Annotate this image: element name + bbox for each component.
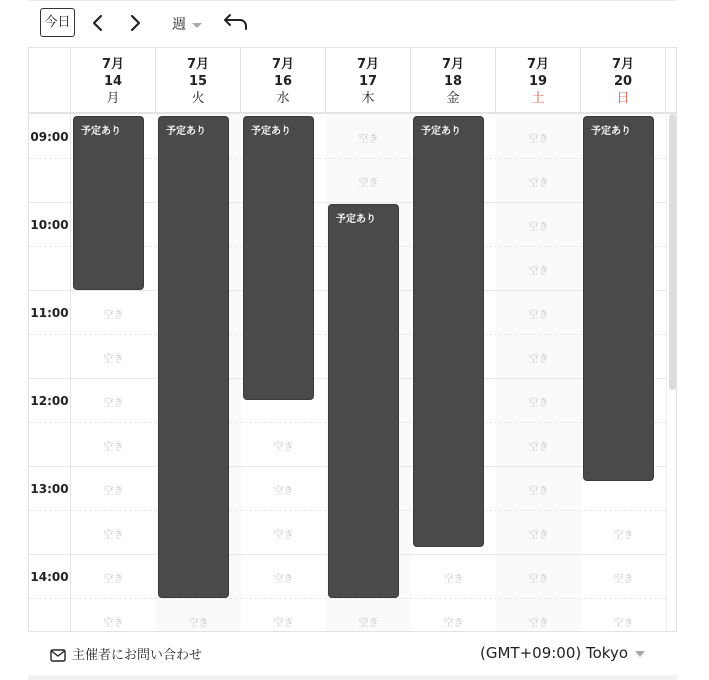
free-slot[interactable]: 空き: [358, 178, 379, 189]
chevron-left-icon: [94, 16, 101, 30]
day-header-weekday: 土: [531, 91, 545, 106]
free-slot[interactable]: 空き: [528, 398, 549, 409]
scrollbar[interactable]: [668, 114, 677, 632]
free-slot[interactable]: 空き: [103, 618, 124, 629]
day-header-month: 7月: [611, 57, 635, 72]
undo-icon: [225, 15, 246, 29]
free-slot[interactable]: 空き: [528, 354, 549, 365]
free-slot[interactable]: 空き: [273, 618, 294, 629]
time-label: 09:00: [30, 130, 69, 144]
day-header-date: 15: [188, 74, 208, 89]
chevron-down-icon: [192, 23, 202, 28]
busy-block: 予定あり: [73, 116, 144, 290]
free-slot[interactable]: 空き: [613, 530, 634, 541]
day-header: [496, 48, 581, 112]
free-slot[interactable]: 空き: [613, 618, 634, 629]
view-select[interactable]: [172, 14, 202, 34]
free-slot[interactable]: 空き: [528, 266, 549, 277]
week-calendar: [28, 47, 677, 632]
chevron-down-icon: [635, 651, 645, 657]
busy-block: 予定あり: [243, 116, 314, 400]
chevron-right-icon: [132, 16, 139, 30]
day-header-weekday: 金: [446, 91, 460, 106]
free-slot[interactable]: 空き: [528, 310, 549, 321]
free-slot[interactable]: 空き: [528, 618, 549, 629]
free-slot[interactable]: 空き: [103, 530, 124, 541]
day-header: [411, 48, 496, 112]
day-header-date: 20: [613, 74, 633, 89]
contact-organizer-label: 主催者にお問い合わせ: [72, 648, 203, 663]
time-label: 12:00: [30, 394, 69, 408]
today-button[interactable]: 今日: [40, 8, 75, 37]
free-slot[interactable]: 空き: [273, 574, 294, 585]
free-slot[interactable]: 空き: [528, 486, 549, 497]
contact-organizer-link[interactable]: [50, 644, 202, 664]
free-slot[interactable]: 空き: [103, 486, 124, 497]
day-header: [241, 48, 326, 112]
free-slot[interactable]: 空き: [613, 574, 634, 585]
day-header-date: 18: [443, 74, 463, 89]
free-slot[interactable]: 空き: [103, 442, 124, 453]
day-header-month: 7月: [186, 57, 210, 72]
day-header-weekday: 木: [361, 91, 375, 106]
free-slot[interactable]: 空き: [103, 354, 124, 365]
free-slot[interactable]: 空き: [103, 310, 124, 321]
time-label: 10:00: [30, 218, 69, 232]
time-label: 13:00: [30, 482, 69, 496]
day-header-month: 7月: [271, 57, 295, 72]
timezone-label: (GMT+09:00) Tokyo: [480, 644, 628, 662]
day-header-weekday: 火: [191, 91, 205, 106]
free-slot[interactable]: 空き: [528, 530, 549, 541]
day-header-date: 14: [103, 74, 123, 89]
prev-week-button[interactable]: [86, 9, 110, 37]
scrollbar-thumb[interactable]: [669, 114, 676, 390]
calendar-body: [29, 114, 667, 632]
view-select-label: 週: [172, 17, 186, 33]
grid-line: [29, 598, 667, 599]
day-header-weekday: 月: [106, 91, 120, 106]
calendar-header: [29, 48, 676, 114]
free-slot[interactable]: 空き: [528, 574, 549, 585]
bottom-bar: [28, 675, 677, 680]
day-header: [326, 48, 411, 112]
free-slot[interactable]: 空き: [273, 486, 294, 497]
time-label: 14:00: [30, 570, 69, 584]
timezone-select[interactable]: [480, 644, 645, 664]
free-slot[interactable]: 空き: [443, 618, 464, 629]
free-slot[interactable]: 空き: [528, 442, 549, 453]
day-header-weekday: 水: [276, 91, 290, 106]
day-header-date: 19: [528, 74, 548, 89]
busy-block: 予定あり: [413, 116, 484, 547]
free-slot[interactable]: 空き: [528, 222, 549, 233]
free-slot[interactable]: 空き: [273, 442, 294, 453]
next-week-button[interactable]: [124, 9, 148, 37]
free-slot[interactable]: 空き: [273, 530, 294, 541]
day-header-weekday: 日: [616, 91, 630, 106]
day-header-month: 7月: [441, 57, 465, 72]
free-slot[interactable]: 空き: [528, 178, 549, 189]
free-slot[interactable]: 空き: [443, 574, 464, 585]
day-header-month: 7月: [101, 57, 125, 72]
undo-button[interactable]: [221, 12, 249, 34]
day-header: [156, 48, 241, 112]
day-header-date: 16: [273, 74, 293, 89]
day-header: [581, 48, 666, 112]
busy-block: 予定あり: [583, 116, 654, 481]
time-label: 11:00: [30, 306, 69, 320]
free-slot[interactable]: 空き: [358, 618, 379, 629]
day-header: [71, 48, 156, 112]
day-header-date: 17: [358, 74, 378, 89]
header-corner: [29, 48, 71, 112]
day-header-month: 7月: [356, 57, 380, 72]
day-header-month: 7月: [526, 57, 550, 72]
mail-icon: [50, 649, 66, 662]
free-slot[interactable]: 空き: [188, 618, 209, 629]
free-slot[interactable]: 空き: [358, 134, 379, 145]
busy-block: 予定あり: [158, 116, 229, 598]
free-slot[interactable]: 空き: [528, 134, 549, 145]
busy-block: 予定あり: [328, 204, 399, 598]
free-slot[interactable]: 空き: [103, 574, 124, 585]
top-divider: [28, 0, 677, 1]
free-slot[interactable]: 空き: [103, 398, 124, 409]
